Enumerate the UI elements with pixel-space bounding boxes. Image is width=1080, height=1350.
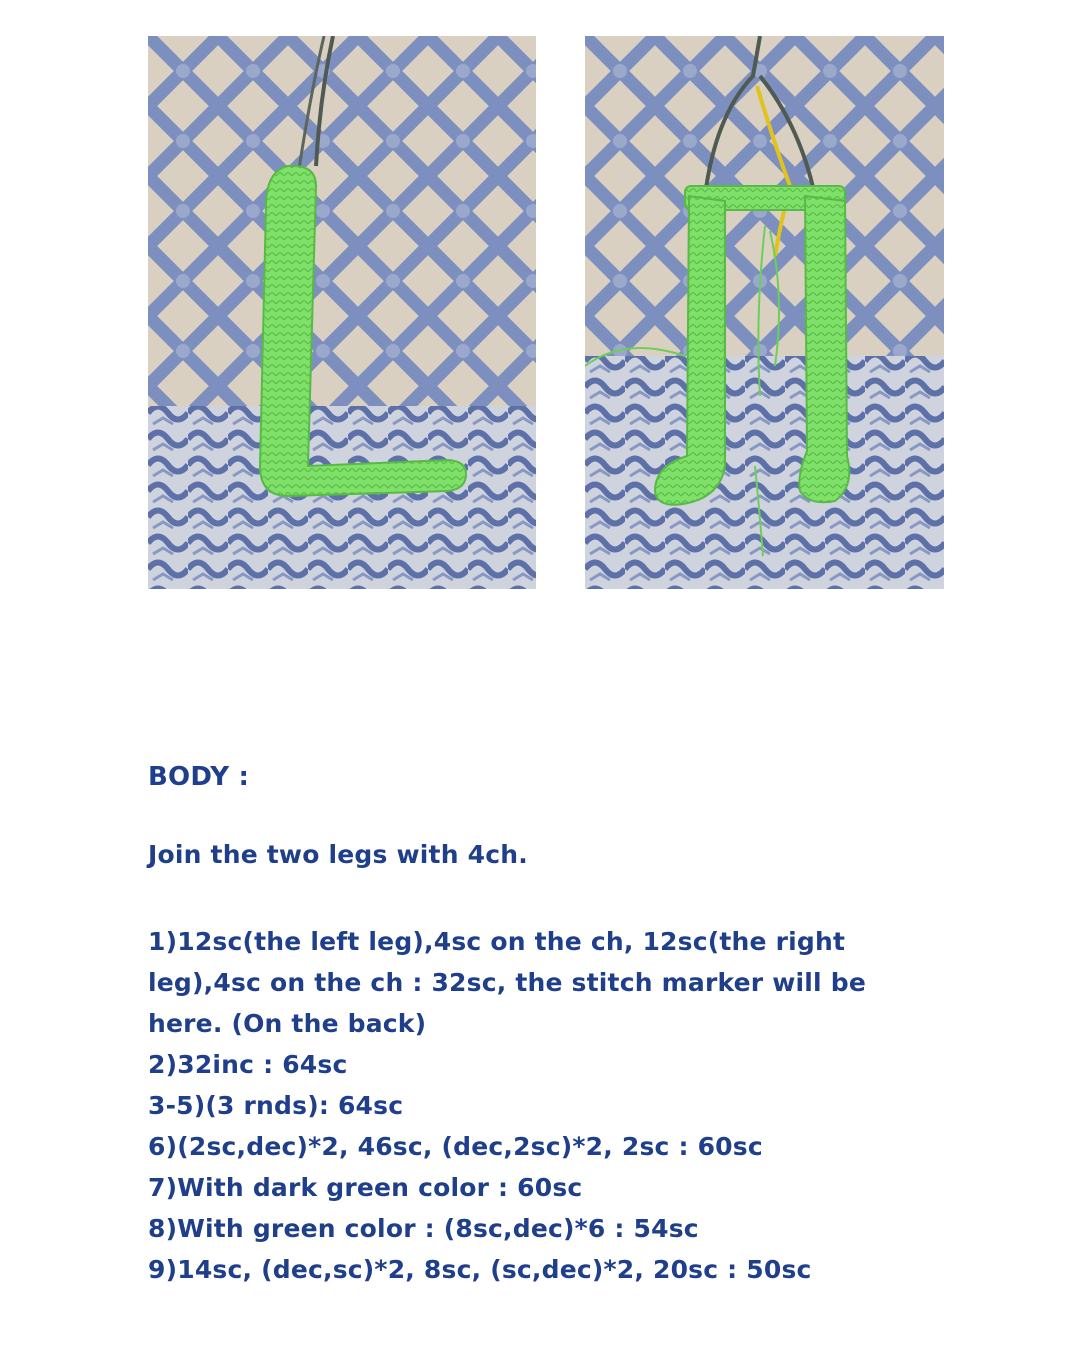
photo-single-leg xyxy=(148,36,536,589)
round-step: 6)(2sc,dec)*2, 46sc, (dec,2sc)*2, 2sc : 60sc xyxy=(148,1132,763,1161)
joined-legs-illustration xyxy=(585,36,944,589)
photo-joined-legs xyxy=(585,36,944,589)
section-heading: BODY : xyxy=(148,762,250,792)
round-step: 8)With green color : (8sc,dec)*6 : 54sc xyxy=(148,1214,699,1243)
pattern-text xyxy=(148,762,948,1290)
section-intro: Join the two legs with 4ch. xyxy=(148,840,528,869)
round-step: 2)32inc : 64sc xyxy=(148,1050,348,1079)
round-step: 1)12sc(the left leg),4sc on the ch, 12sc(the right leg),4sc on the ch : 32sc, the stitch marker will be here. (On the back) xyxy=(148,927,866,1038)
round-step: 7)With dark green color : 60sc xyxy=(148,1173,583,1202)
round-step: 3-5)(3 rnds): 64sc xyxy=(148,1091,404,1120)
round-instructions xyxy=(148,921,948,1290)
round-step: 9)14sc, (dec,sc)*2, 8sc, (sc,dec)*2, 20sc : 50sc xyxy=(148,1255,812,1284)
single-leg-illustration xyxy=(148,36,536,589)
